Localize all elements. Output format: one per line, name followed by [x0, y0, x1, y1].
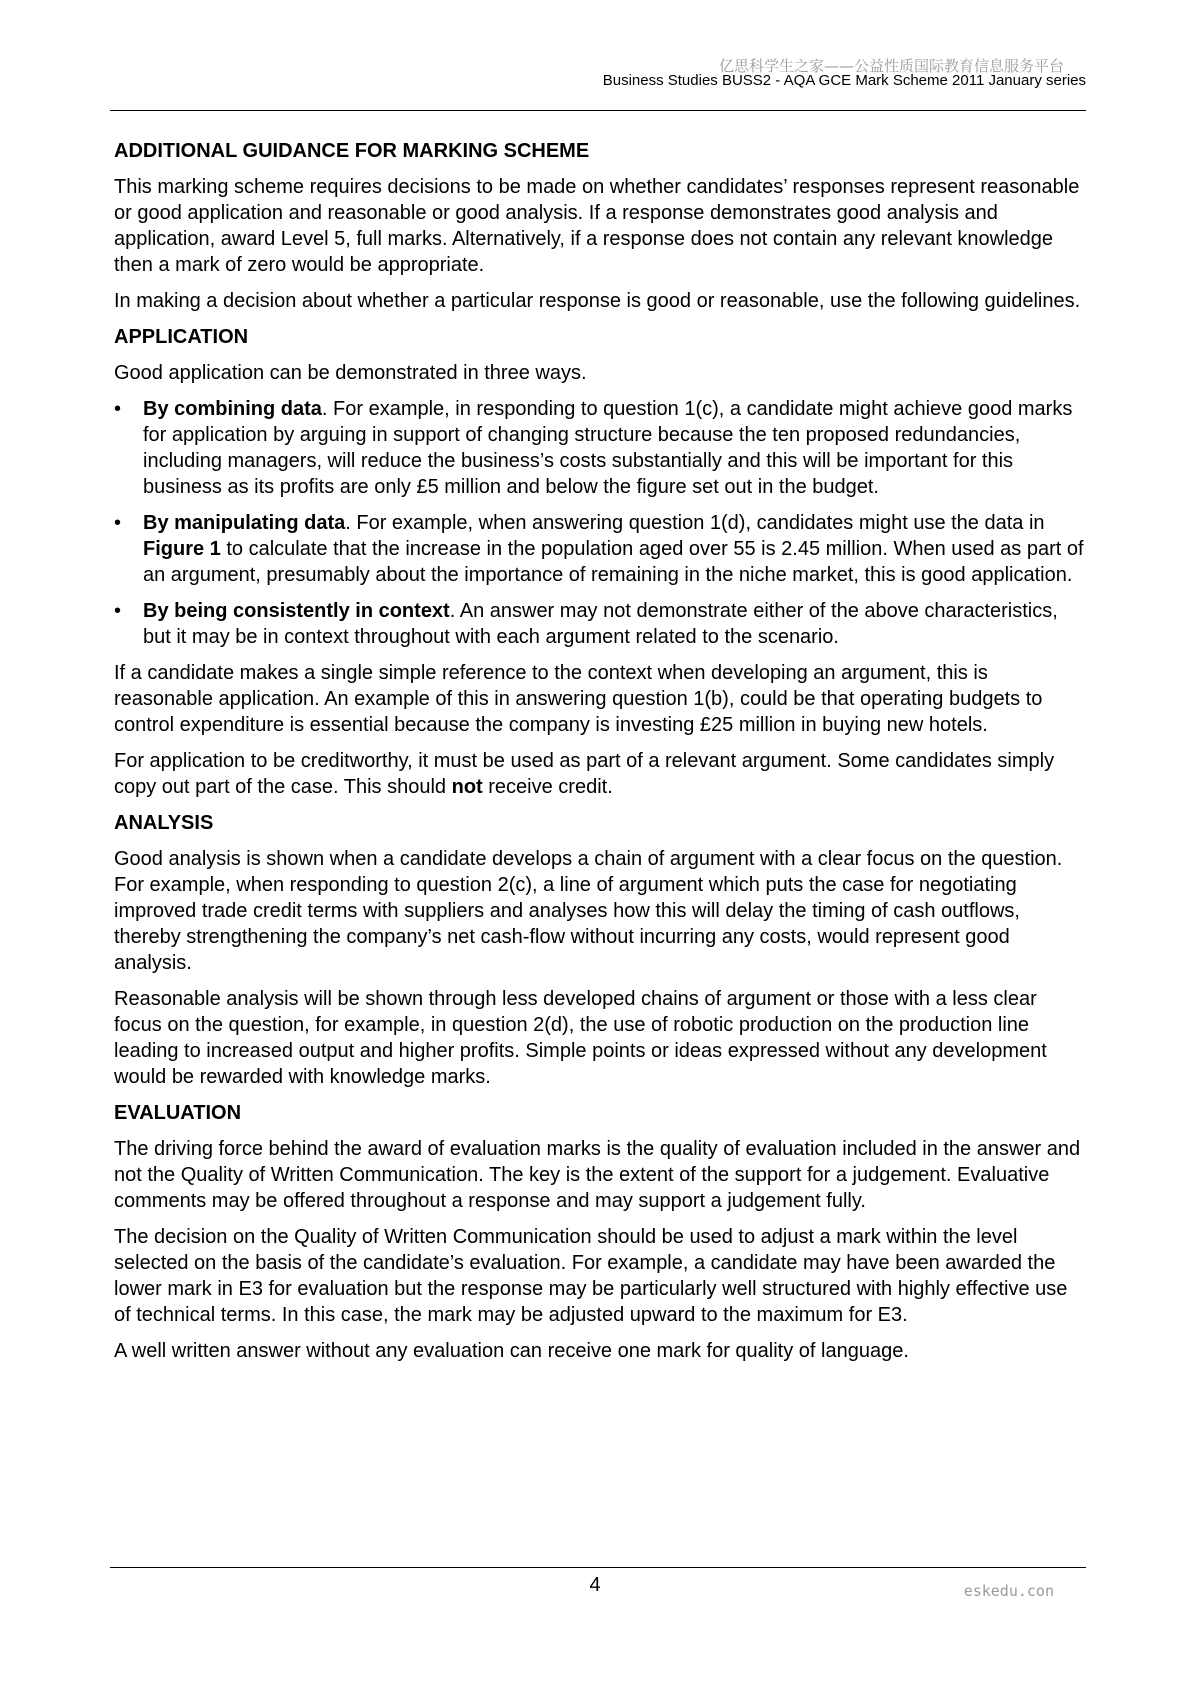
evaluation-paragraph-1: The driving force behind the award of evaluation marks is the quality of evaluation included in the answer and not the Quality of Written Communication. The key is the extent of the support for a judgement. Evaluative comments may be offered throughout a response and may support a judgement fully.	[114, 1138, 1081, 1212]
bullet-combining-data	[114, 396, 1086, 500]
figure-reference: Figure 1	[143, 538, 221, 560]
footer-divider	[110, 1567, 1086, 1568]
evaluation-paragraph-3: A well written answer without any evaluation can receive one mark for quality of language.	[114, 1340, 909, 1362]
application-intro: Good application can be demonstrated in three ways.	[114, 362, 587, 384]
emphasis-not: not	[451, 776, 483, 798]
analysis-heading: ANALYSIS	[114, 812, 214, 834]
analysis-paragraph-1: Good analysis is shown when a candidate develops a chain of argument with a clear focus on the question. For example, when responding to question 2(c), a line of argument which puts the case for negotiating improved trade credit terms with suppliers and analyses how this will delay the timing of cash outflows, thereby strengthening the company’s net cash-flow without incurring any costs, would represent good analysis.	[114, 848, 1063, 974]
bullet-text: . An answer may not demonstrate either of the above characteristics, but it may be in context throughout with each argument related to the scenario.	[143, 600, 1058, 648]
header-divider	[110, 110, 1086, 111]
application-heading: APPLICATION	[114, 326, 249, 348]
header-watermark: 亿思科学生之家——公益性质国际教育信息服务平台	[718, 57, 1064, 75]
footer-watermark: eskedu.con	[963, 1582, 1054, 1600]
bullet-manipulating-data	[114, 510, 1086, 588]
application-paragraph-2-end: receive credit.	[482, 776, 613, 798]
header-title: Business Studies BUSS2 - AQA GCE Mark Scheme 2011 January series	[602, 72, 1086, 89]
bullet-text: . For example, in responding to question 1(c), a candidate might achieve good marks for application by arguing in support of changing structure because the ten proposed redundancies, including managers, will reduce the business’s costs substantially and this will be important for this business as its profits are only £5 million and below the figure set out in the budget.	[143, 398, 1073, 498]
bullet-consistently-in-context	[114, 598, 1086, 650]
main-paragraph-1: This marking scheme requires decisions to be made on whether candidates’ responses represent reasonable or good application and reasonable or good analysis. If a response demonstrates good analysis and application, award Level 5, full marks. Alternatively, if a response does not contain any relevant knowledge then a mark of zero would be appropriate.	[114, 176, 1080, 276]
bullet-text: . For example, when answering question 1(d), candidates might use the data in	[345, 512, 1045, 534]
main-heading: ADDITIONAL GUIDANCE FOR MARKING SCHEME	[114, 140, 590, 162]
application-paragraph-1: If a candidate makes a single simple reference to the context when developing an argument, this is reasonable application. An example of this in answering question 1(b), could be that operating budgets to control expenditure is essential because the company is investing £25 million in buying new hotels.	[114, 662, 1043, 736]
application-paragraph-2	[114, 748, 1086, 800]
analysis-paragraph-2: Reasonable analysis will be shown through less developed chains of argument or those with a less clear focus on the question, for example, in question 2(d), the use of robotic production on the production line leading to increased output and higher profits. Simple points or ideas expressed without any development would be rewarded with knowledge marks.	[114, 988, 1047, 1088]
bullet-bold-label: By manipulating data	[143, 512, 346, 534]
application-bullet-list	[114, 396, 1086, 650]
main-paragraph-2: In making a decision about whether a particular response is good or reasonable, use the following guidelines.	[114, 290, 1081, 312]
bullet-bold-label: By being consistently in context	[143, 600, 450, 622]
evaluation-heading: EVALUATION	[114, 1102, 242, 1124]
page-number: 4	[589, 1574, 601, 1596]
application-paragraph-2-text: For application to be creditworthy, it must be used as part of a relevant argument. Some candidates simply copy out part of the case. This should	[114, 750, 1055, 798]
evaluation-paragraph-2: The decision on the Quality of Written Communication should be used to adjust a mark within the level selected on the basis of the candidate’s evaluation. For example, a candidate may have been awarded the lower mark in E3 for evaluation but the response may be particularly well structured with highly effective use of technical terms. In this case, the mark may be adjusted upward to the maximum for E3.	[114, 1226, 1068, 1326]
document-body	[114, 138, 1086, 1374]
bullet-bold-label: By combining data	[143, 398, 322, 420]
bullet-text: to calculate that the increase in the population aged over 55 is 2.45 million. When used as part of an argument, presumably about the importance of remaining in the niche market, this is good application.	[143, 538, 1084, 586]
